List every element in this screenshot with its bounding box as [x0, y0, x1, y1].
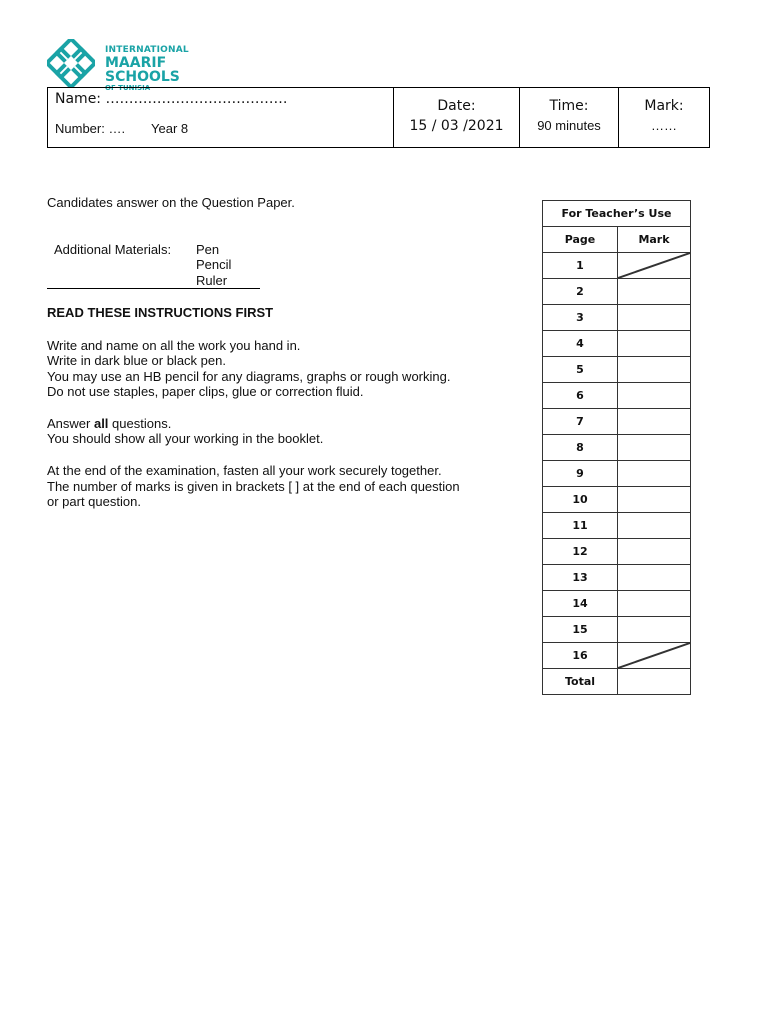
instruction-line: You may use an HB pencil for any diagrams, graphs or rough working. [47, 369, 451, 384]
instruction-line: Write and name on all the work you hand in. [47, 338, 301, 353]
date-value: 15 / 03 /2021 [409, 118, 504, 134]
table-row [543, 435, 691, 461]
instruction-line: At the end of the examination, fasten all your work securely together. [47, 463, 442, 478]
table-row [543, 565, 691, 591]
instruction-line: Write in dark blue or black pen. [47, 353, 226, 368]
page-number: 10 [543, 487, 618, 513]
page-number: 15 [543, 617, 618, 643]
time-label: Time: [549, 98, 589, 114]
candidates-note: Candidates answer on the Question Paper. [47, 195, 295, 210]
page-number: 16 [543, 643, 618, 669]
material-item: Ruler [196, 273, 228, 288]
answer-post: questions. [108, 416, 172, 431]
materials-label: Additional Materials: [54, 242, 172, 257]
table-row [543, 305, 691, 331]
time-cell [520, 88, 619, 148]
mark-cell[interactable] [618, 565, 691, 591]
answer-all-line [47, 416, 171, 431]
page-number: 4 [543, 331, 618, 357]
answer-emphasis: all [93, 416, 109, 431]
material-item: Pen [196, 242, 220, 257]
table-row [543, 279, 691, 305]
name-field[interactable]: Name: ………………………………… [55, 91, 288, 107]
page-number: 14 [543, 591, 618, 617]
mark-cell[interactable] [618, 461, 691, 487]
mark-cell-struck[interactable] [618, 643, 691, 669]
table-row [543, 617, 691, 643]
table-row [543, 357, 691, 383]
mark-cell[interactable] [618, 591, 691, 617]
page-number: 11 [543, 513, 618, 539]
table-row [543, 539, 691, 565]
mark-cell[interactable] [618, 305, 691, 331]
teacher-table-title: For Teacher’s Use [543, 201, 691, 227]
page-number: 5 [543, 357, 618, 383]
logo-wordmark [105, 46, 237, 92]
table-row [543, 643, 691, 669]
page-number: 1 [543, 253, 618, 279]
page-number: 6 [543, 383, 618, 409]
name-cell [48, 88, 394, 148]
page-number: 8 [543, 435, 618, 461]
table-row [543, 591, 691, 617]
page-number: 12 [543, 539, 618, 565]
number-field[interactable]: Number: …. [55, 121, 126, 136]
exam-header-table [47, 84, 710, 148]
year-label: Year 8 [151, 121, 189, 136]
instruction-line: The number of marks is given in brackets [ ] at the end of each question [47, 479, 460, 494]
table-row [543, 513, 691, 539]
school-logo [47, 39, 237, 92]
page-number: 13 [543, 565, 618, 591]
mark-cell-struck[interactable] [618, 253, 691, 279]
answer-pre: Answer [47, 416, 94, 431]
total-mark-cell[interactable] [618, 669, 691, 695]
maarif-logo-icon [47, 39, 95, 87]
total-label: Total [543, 669, 618, 695]
table-row [543, 461, 691, 487]
mark-cell[interactable] [618, 409, 691, 435]
table-row [543, 253, 691, 279]
materials-divider [47, 288, 260, 289]
mark-cell[interactable] [618, 539, 691, 565]
diagonal-strike [618, 253, 690, 278]
page-number: 7 [543, 409, 618, 435]
page-number: 3 [543, 305, 618, 331]
mark-cell[interactable] [618, 435, 691, 461]
logo-line-3: OF TUNISIA [105, 84, 151, 92]
mark-cell [619, 88, 710, 148]
table-row [543, 331, 691, 357]
mark-cell[interactable] [618, 357, 691, 383]
instruction-line: or part question. [47, 494, 141, 509]
logo-line-2: MAARIF SCHOOLS [105, 55, 180, 85]
mark-cell[interactable] [618, 487, 691, 513]
table-row [543, 383, 691, 409]
page-number: 2 [543, 279, 618, 305]
logo-line-1: INTERNATIONAL [105, 45, 189, 55]
column-header-page: Page [543, 227, 618, 253]
time-value: 90 minutes [537, 118, 601, 133]
column-header-mark: Mark [618, 227, 691, 253]
date-label: Date: [437, 98, 476, 114]
instructions-heading: READ THESE INSTRUCTIONS FIRST [47, 305, 274, 320]
material-item: Pencil [196, 257, 232, 272]
mark-cell[interactable] [618, 513, 691, 539]
instruction-line: Do not use staples, paper clips, glue or correction fluid. [47, 384, 364, 399]
mark-cell[interactable] [618, 279, 691, 305]
mark-cell[interactable] [618, 331, 691, 357]
page-number: 9 [543, 461, 618, 487]
mark-cell[interactable] [618, 617, 691, 643]
mark-value[interactable]: …… [651, 118, 677, 133]
date-cell [394, 88, 520, 148]
mark-label: Mark: [644, 98, 684, 114]
table-row [543, 409, 691, 435]
mark-cell[interactable] [618, 383, 691, 409]
diagonal-strike [618, 643, 690, 668]
instruction-line: You should show all your working in the booklet. [47, 431, 324, 446]
table-row [543, 487, 691, 513]
teacher-use-table [542, 200, 691, 695]
